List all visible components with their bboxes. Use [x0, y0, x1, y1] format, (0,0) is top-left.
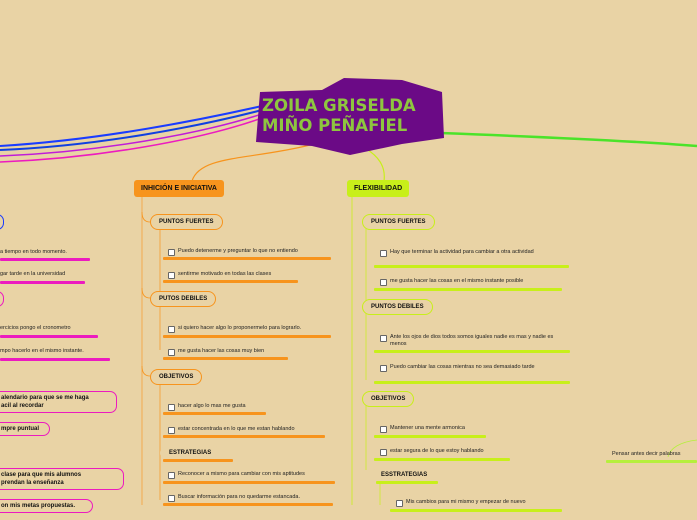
initiative-strength-item-2[interactable]: sentirme motivado en todas las clases: [168, 271, 271, 279]
checkbox-icon[interactable]: [168, 427, 175, 434]
initiative-strategy-item-2[interactable]: Buscar información para no quedarme estancada.: [168, 494, 300, 502]
flexibility-strength-item-1[interactable]: Hay que terminar la actividad para cambiar a otra actividad: [380, 249, 550, 257]
central-topic[interactable]: [252, 78, 446, 156]
left-box-1[interactable]: alendario para que se me haga acil al recordar: [0, 391, 117, 413]
right-item-1[interactable]: Pensar antes decir palabras: [612, 451, 681, 457]
checkbox-icon[interactable]: [168, 326, 175, 333]
left-box-4[interactable]: on mis metas propuestas.: [0, 499, 93, 513]
left-box-3[interactable]: clase para que mis alumnos prendan la enseñanza: [0, 468, 124, 490]
checkbox-icon[interactable]: [168, 472, 175, 479]
checkbox-icon[interactable]: [380, 250, 387, 257]
flexibility-objective-item-2[interactable]: estar segura de lo que estoy hablando: [380, 448, 484, 456]
checkbox-icon[interactable]: [380, 335, 387, 342]
checkbox-icon[interactable]: [168, 404, 175, 411]
left-item-4[interactable]: mpo hacerlo en el mismo instante.: [0, 348, 84, 354]
left-item-3[interactable]: ercicios pongo el cronometro: [0, 325, 71, 331]
initiative-weaknesses[interactable]: PUTOS DEBILES: [150, 291, 216, 307]
checkbox-icon[interactable]: [380, 279, 387, 286]
checkbox-icon[interactable]: [396, 500, 403, 507]
flexibility-strategy-item-1[interactable]: Mis cambios para mi mismo y empezar de nuevo: [396, 499, 526, 507]
flexibility-strengths[interactable]: PUNTOS FUERTES: [362, 214, 435, 230]
flexibility-weakness-item-1[interactable]: Ante los ojos de dios todos somos iguales nadie es mas y nadie es menos: [380, 334, 570, 348]
initiative-strategy-item-1[interactable]: Reconocer a mismo para cambiar con mis aptitudes: [168, 471, 305, 479]
left-item-1[interactable]: a tiempo en todo momento.: [0, 249, 67, 255]
left-box-2[interactable]: mpre puntual: [0, 422, 50, 436]
initiative-weakness-item-2[interactable]: me gusta hacer las cosas muy bien: [168, 348, 264, 356]
initiative-objective-item-2[interactable]: estar concentrada en lo que me estan hablando: [168, 426, 295, 434]
flexibility-objectives[interactable]: OBJETIVOS: [362, 391, 414, 407]
branch-initiative[interactable]: INHICIÓN E INICIATIVA: [134, 180, 224, 197]
checkbox-icon[interactable]: [168, 349, 175, 356]
branch-flexibility[interactable]: FLEXIBILIDAD: [347, 180, 409, 197]
initiative-strengths[interactable]: PUNTOS FUERTES: [150, 214, 223, 230]
initiative-strength-item-1[interactable]: Puedo detenerme y preguntar lo que no entiendo: [168, 248, 298, 256]
flexibility-weaknesses[interactable]: PUNTOS DEBILES: [362, 299, 433, 315]
checkbox-icon[interactable]: [380, 426, 387, 433]
initiative-objective-item-1[interactable]: hacer algo lo mas me gusta: [168, 403, 246, 411]
flexibility-weakness-item-2[interactable]: Puedo cambiar las cosas mientras no sea demasiado tarde: [380, 364, 560, 372]
flexibility-strength-item-2[interactable]: me gusta hacer las cosas en el mismo instante posible: [380, 278, 523, 286]
checkbox-icon[interactable]: [380, 449, 387, 456]
central-title: ZOILA GRISELDA MIÑO PEÑAFIEL: [262, 96, 416, 135]
left-item-2[interactable]: gar tarde en la universidad: [0, 271, 66, 277]
initiative-objectives[interactable]: OBJETIVOS: [150, 369, 202, 385]
initiative-strategies[interactable]: ESTRATEGIAS: [160, 445, 220, 461]
checkbox-icon[interactable]: [168, 249, 175, 256]
checkbox-icon[interactable]: [380, 365, 387, 372]
flexibility-objective-item-1[interactable]: Mantener una mente armonica: [380, 425, 465, 433]
checkbox-icon[interactable]: [168, 495, 175, 502]
initiative-weakness-item-1[interactable]: si quiero hacer algo lo proponermelo para lograrlo.: [168, 325, 301, 333]
checkbox-icon[interactable]: [168, 272, 175, 279]
flexibility-strategies[interactable]: ESSTRATEGIAS: [372, 467, 436, 483]
